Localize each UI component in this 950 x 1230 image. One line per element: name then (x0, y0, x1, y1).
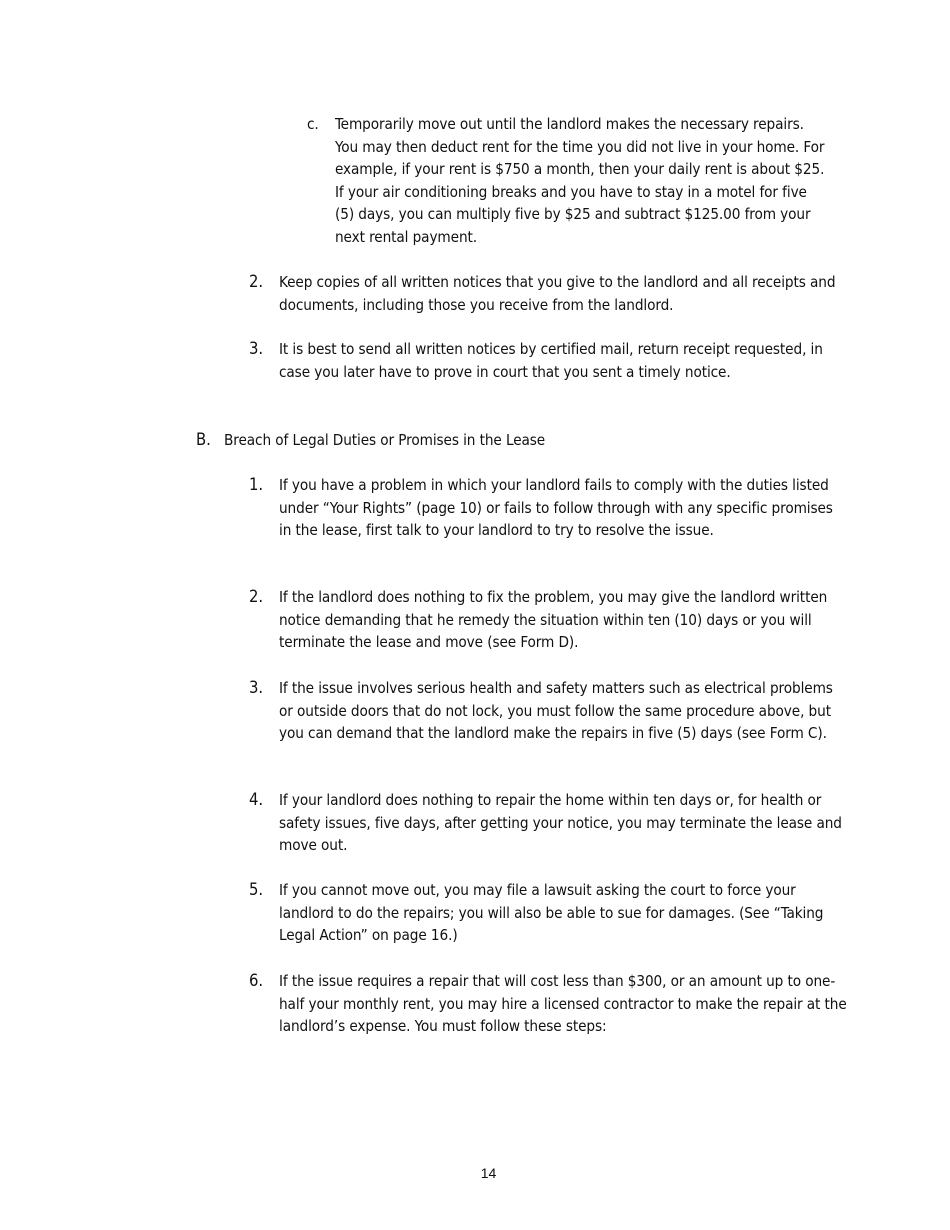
list-item-text: It is best to send all written notices by certified mail, return receipt requested, in case you later have to prove in court that you sent a timely notice. (279, 340, 823, 381)
list-item-3 (249, 338, 849, 383)
list-marker: 2. (249, 587, 263, 606)
list-item-text: If the issue involves serious health and safety matters such as electrical problems or outside doors that do not lock, you must follow the same procedure above, but you can demand that the landlord make the repairs in five (5) days (see Form C). (279, 679, 833, 743)
list-marker: 5. (249, 880, 263, 899)
list-marker: 6. (249, 971, 263, 990)
section-b-item-1 (249, 474, 849, 542)
list-item-text: If your landlord does nothing to repair the home within ten days or, for health or safety issues, five days, after getting your notice, you may terminate the lease and move out. (279, 791, 842, 855)
list-item-text: Keep copies of all written notices that you give to the landlord and all receipts and documents, including those you receive from the landlord. (279, 273, 836, 314)
list-item-text: If the landlord does nothing to fix the problem, you may give the landlord written notice demanding that he remedy the situation within ten (10) days or you will terminate the lease and move (see Form D). (279, 588, 828, 652)
list-item-text: If you have a problem in which your landlord fails to comply with the duties listed under “Your Rights” (page 10) or fails to follow through with any specific promises in the lease, first talk to your landlord to try to resolve the issue. (279, 476, 833, 540)
list-item-2 (249, 271, 849, 316)
section-b-item-6 (249, 970, 849, 1038)
section-b-item-3 (249, 677, 849, 745)
list-marker: 1. (249, 475, 263, 494)
list-item-text: If the issue requires a repair that will cost less than $300, or an amount up to one-half your monthly rent, you may hire a licensed contractor to make the repair at the landlord’s expense. You must follow these steps: (279, 972, 847, 1036)
section-b-heading (196, 429, 796, 452)
page-number: 14 (480, 1165, 497, 1181)
list-item-c (307, 113, 827, 249)
section-heading-text: Breach of Legal Duties or Promises in the Lease (224, 431, 546, 449)
list-item-text: Temporarily move out until the landlord makes the necessary repairs. You may then deduct rent for the time you did not live in your home. For example, if your rent is $750 a month, then your daily rent is about $25. If your air conditioning breaks and you have to stay in a motel for five (5) days, you can multiply five by $25 and subtract $125.00 from your next rental payment. (335, 115, 825, 246)
section-b-item-5 (249, 879, 849, 947)
list-marker: c. (307, 115, 319, 133)
section-b-item-2 (249, 586, 849, 654)
section-b-item-4 (249, 789, 849, 857)
list-marker: 2. (249, 272, 263, 291)
list-marker: 3. (249, 678, 263, 697)
list-marker: 3. (249, 339, 263, 358)
list-item-text: If you cannot move out, you may file a lawsuit asking the court to force your landlord to do the repairs; you will also be able to sue for damages. (See “Taking Legal Action” on page 16.) (279, 881, 824, 945)
section-marker: B. (196, 430, 211, 449)
list-marker: 4. (249, 790, 263, 809)
